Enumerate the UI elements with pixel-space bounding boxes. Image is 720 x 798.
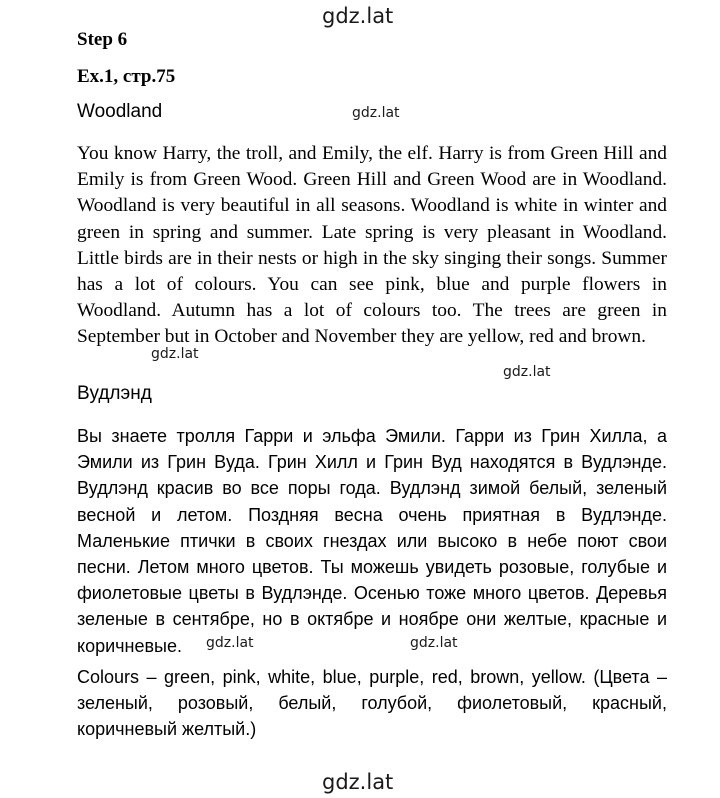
russian-title: Вудлэнд (77, 383, 152, 404)
watermark-mid3: gdz.lat (503, 364, 551, 380)
step-heading: Step 6 (77, 29, 128, 50)
english-title: Woodland (77, 101, 163, 122)
watermark-bottom: gdz.lat (322, 770, 394, 794)
exercise-heading: Ex.1, стр.75 (77, 66, 176, 87)
watermark-mid5: gdz.lat (410, 635, 458, 651)
watermark-mid4: gdz.lat (206, 635, 254, 651)
colours-paragraph: Colours – green, pink, white, blue, purple, red, brown, yellow. (Цвета – зеленый, розовый, белый, голубой, фиолетовый, красный, коричневый желтый.) (77, 667, 667, 740)
watermark-top: gdz.lat (322, 4, 394, 28)
russian-paragraph: Вы знаете тролля Гарри и эльфа Эмили. Гарри из Грин Хилла, а Эмили из Грин Вуда. Грин Хилл и Грин Вуд находятся в Вудлэнде. Вудлэнд красив во все поры года. Вудлэнд зимой белый, зеленый весной и летом. Поздняя весна очень приятная в Вудлэнде. Маленькие птички в своих гнездах или высоко в небе поют свои песни. Летом много цветов. Ты можешь увидеть розовые, голубые и фиолетовые цветы в Вудлэнде. Осенью тоже много цветов. Деревья зеленые в сентябре, но в октябре и ноябре они желтые, красные и коричневые. (77, 426, 667, 656)
watermark-mid2: gdz.lat (151, 346, 199, 362)
watermark-mid1: gdz.lat (352, 105, 400, 121)
english-paragraph: You know Harry, the troll, and Emily, the elf. Harry is from Green Hill and Emily is from Green Wood. Green Hill and Green Wood are in Woodland. Woodland is very beautiful in all seasons. Woodland is white in winter and green in spring and summer. Late spring is very pleasant in Woodland. Little birds are in their nests or high in the sky singing their songs. Summer has a lot of colours. You can see pink, blue and purple flowers in Woodland. Autumn has a lot of colours too. The trees are green in September but in October and November they are yellow, red and brown. (77, 143, 667, 348)
